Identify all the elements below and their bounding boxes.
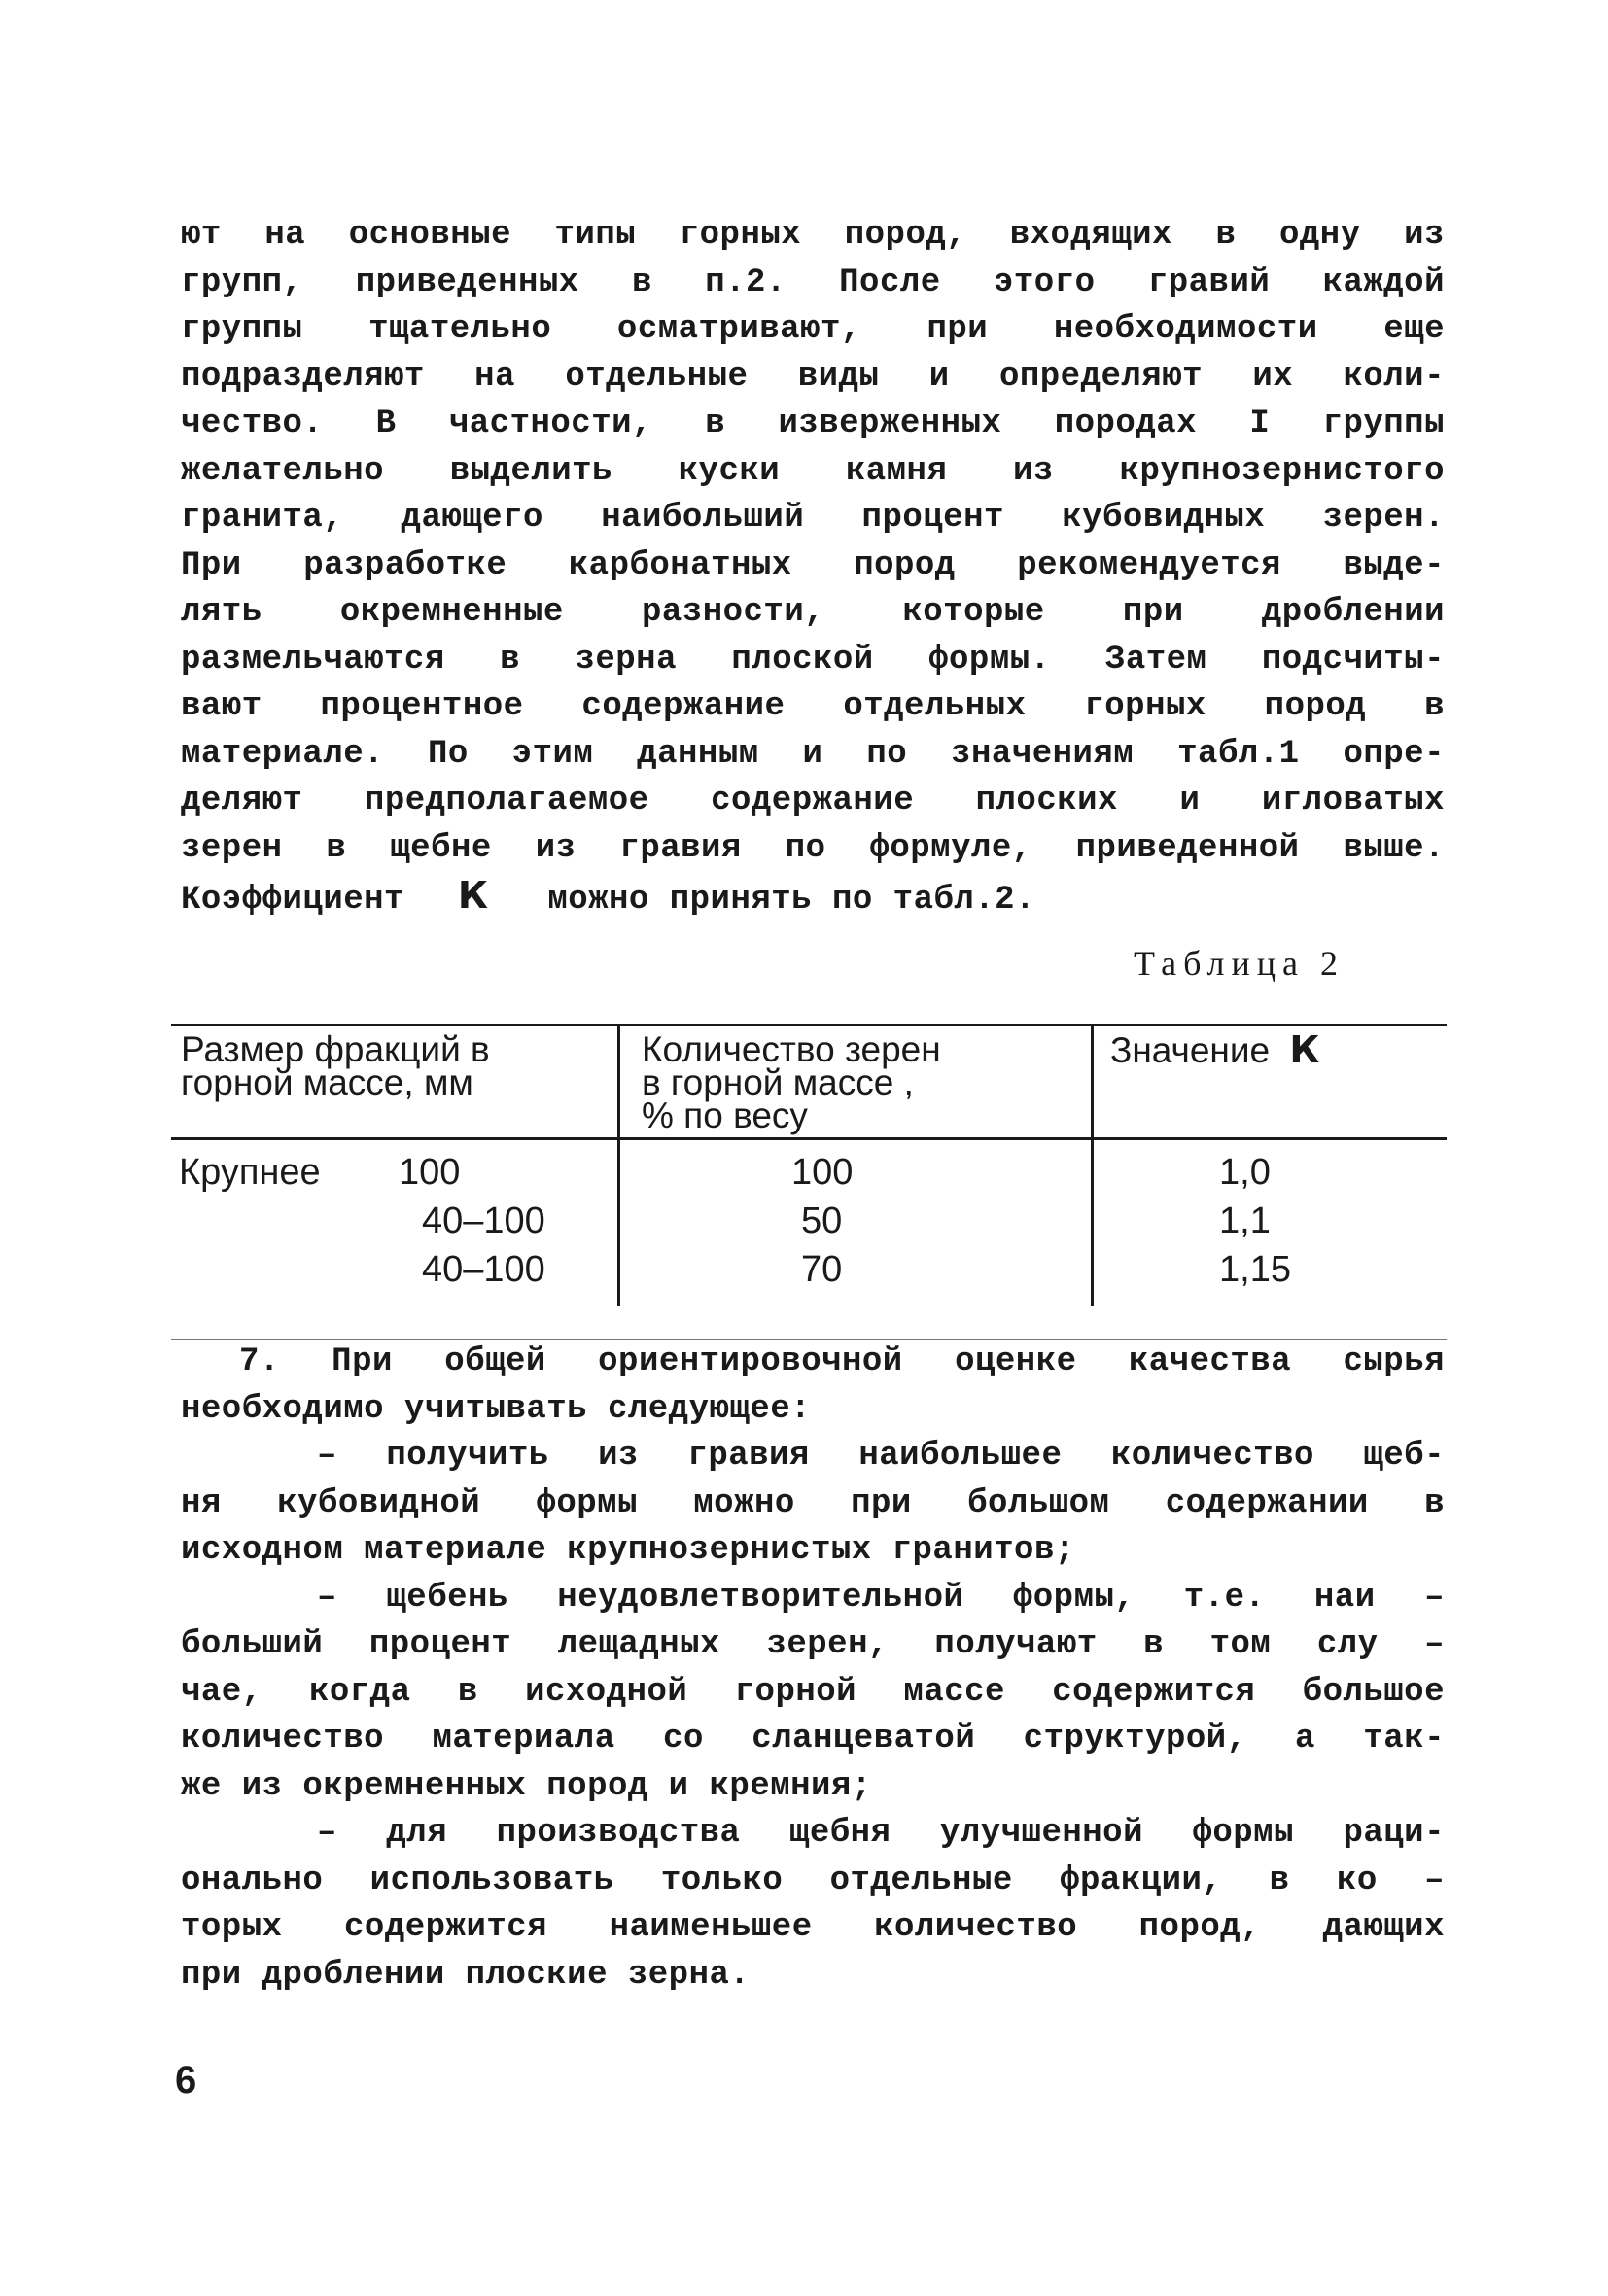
coefficient-line [181,872,1445,924]
text-line: количество материала со сланцеватой структурой, а так- [181,1721,1445,1757]
row-k: 1,0 [1219,1152,1271,1193]
text-line: же из окремненных пород и кремния; [181,1767,872,1805]
text-line: материале. По этим данным и по значениям табл.1 опре- [181,735,1445,773]
header-k: Значение К [1110,1028,1320,1071]
text-line: гранита, дающего наибольший процент кубовидных зерен. [181,500,1445,537]
paragraph-2 [181,1339,1445,1999]
text-line: онально использовать только отдельные фракции, в ко – [181,1861,1445,1899]
table-top-rule [171,1024,1447,1026]
row-k: 1,15 [1219,1249,1291,1290]
table-row [179,1197,1443,1245]
text-line: исходном материале крупнозернистых гранитов; [181,1532,1075,1569]
text-line: чество. В частности, в изверженных породах I группы [181,405,1445,442]
row-size: 40–100 [422,1249,545,1290]
coef-symbol: К [457,874,489,917]
text-line: вают процентное содержание отдельных горных пород в [181,688,1445,725]
text-line: деляют предполагаемое содержание плоских и игловатых [181,783,1445,819]
row-count: 70 [801,1249,843,1290]
text-line: чае, когда в исходной горной массе содержится большое [181,1673,1445,1711]
text-line: – щебень неудовлетворительной формы, т.е. наи – [317,1579,1445,1617]
paragraph-1 [181,212,1445,924]
text-line: – для производства щебня улучшенной формы раци- [317,1815,1445,1852]
text-line: желательно выделить куски камня из крупнозернистого [181,452,1445,490]
header-count: Количество зерен в горной массе , % по весу [642,1029,941,1135]
row-count: 50 [801,1200,843,1241]
text-line: 7. При общей ориентировочной оценке качества сырья [239,1343,1445,1380]
page-number: 6 [175,2059,197,2102]
text-line: размельчаются в зерна плоской формы. Затем подсчиты- [181,641,1445,678]
text-line: зерен в щебне из гравия по формуле, приведенной выше. [181,829,1445,867]
table-2 [171,1024,1447,1306]
table-row [179,1245,1443,1294]
row-size: 40–100 [422,1200,545,1241]
text-line: подразделяют на отдельные виды и определяют их коли- [181,358,1445,396]
text-line: При разработке карбонатных пород рекомендуется выде- [181,546,1445,584]
text-line: ют на основные типы горных пород, входящих в одну из [181,217,1445,254]
table-caption: Таблица 2 [1134,944,1345,983]
row-count: 100 [791,1152,854,1193]
text-line: ня кубовидной формы можно при большом содержании в [181,1484,1445,1522]
text-line: необходимо учитывать следующее: [181,1390,812,1428]
header-size: Размер фракций в горной массе, мм [181,1029,490,1102]
text-line: групп, приведенных в п.2. После этого гравий каждой [181,263,1445,301]
coef-text-after: можно принять по табл.2. [547,882,1035,919]
text-line: при дроблении плоские зерна. [181,1956,751,1994]
text-line: торых содержится наименьшее количество пород, дающих [181,1909,1445,1946]
text-line: группы тщательно осматривают, при необходимости еще [181,311,1445,348]
table-header-rule [171,1137,1447,1140]
coef-text-before: Коэффициент [181,882,404,919]
text-line: больший процент лещадных зерен, получают в том слу – [181,1626,1445,1663]
row-label: Крупнее [179,1152,321,1193]
row-k: 1,1 [1219,1200,1271,1241]
table-row [179,1148,1443,1197]
text-line: лять окремненные разности, которые при дроблении [181,594,1445,631]
k-symbol: К [1289,1028,1320,1071]
row-size: 100 [399,1152,461,1193]
text-line: – получить из гравия наибольшее количество щеб- [317,1438,1445,1475]
